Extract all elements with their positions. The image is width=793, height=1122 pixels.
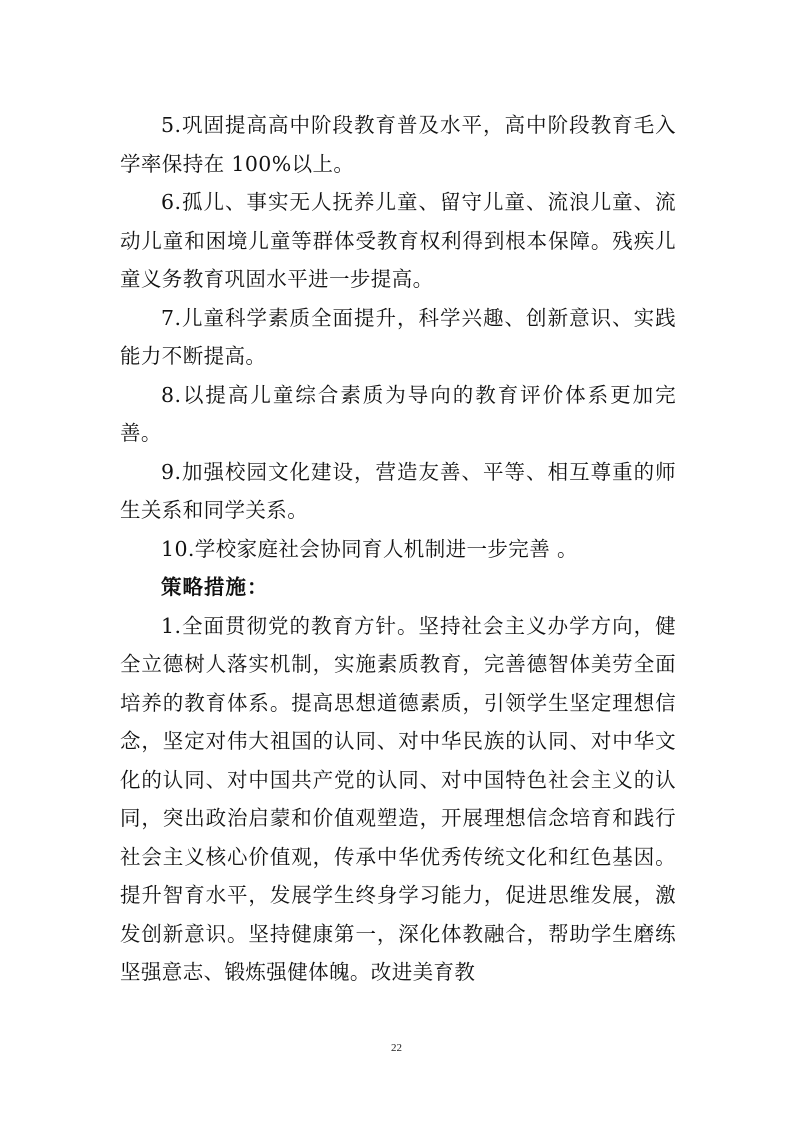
paragraph-item-9: 9.加强校园文化建设，营造友善、平等、相互尊重的师生关系和同学关系。 bbox=[120, 459, 676, 522]
document-body bbox=[120, 106, 676, 992]
paragraph-item-10: 10.学校家庭社会协同育人机制进一步完善 。 bbox=[161, 536, 578, 561]
page-number: 22 bbox=[391, 1042, 402, 1054]
paragraph-item-5: 5.巩固提高高中阶段教育普及水平，高中阶段教育毛入学率保持在 100%以上。 bbox=[120, 113, 676, 176]
paragraph-item-8: 8.以提高儿童综合素质为导向的教育评价体系更加完善。 bbox=[120, 382, 676, 445]
section-heading: 策略措施： bbox=[161, 575, 269, 599]
paragraph-measure-1: 1.全面贯彻党的教育方针。坚持社会主义办学方向，健全立德树人落实机制，实施素质教育，完善德智体美劳全面培养的教育体系。提高思想道德素质，引领学生坚定理想信念，坚定对伟大祖国的认同、对中华民族的认同、对中华文化的认同、对中国共产党的认同、对中国特色社会主义的认同，突出政治启蒙和价值观塑造，开展理想信念培育和践行社会主义核心价值观，传承中华优秀传统文化和红色基因。提升智育水平，发展学生终身学习能力，促进思维发展，激发创新意识。坚持健康第一，深化体教融合，帮助学生磨练坚强意志、锻炼强健体魄。改进美育教 bbox=[120, 613, 676, 984]
paragraph-item-7: 7.儿童科学素质全面提升，科学兴趣、创新意识、实践能力不断提高。 bbox=[120, 305, 676, 368]
paragraph-item-6: 6.孤儿、事实无人抚养儿童、留守儿童、流浪儿童、流动儿童和困境儿童等群体受教育权利得到根本保障。残疾儿童义务教育巩固水平进一步提高。 bbox=[120, 190, 676, 291]
